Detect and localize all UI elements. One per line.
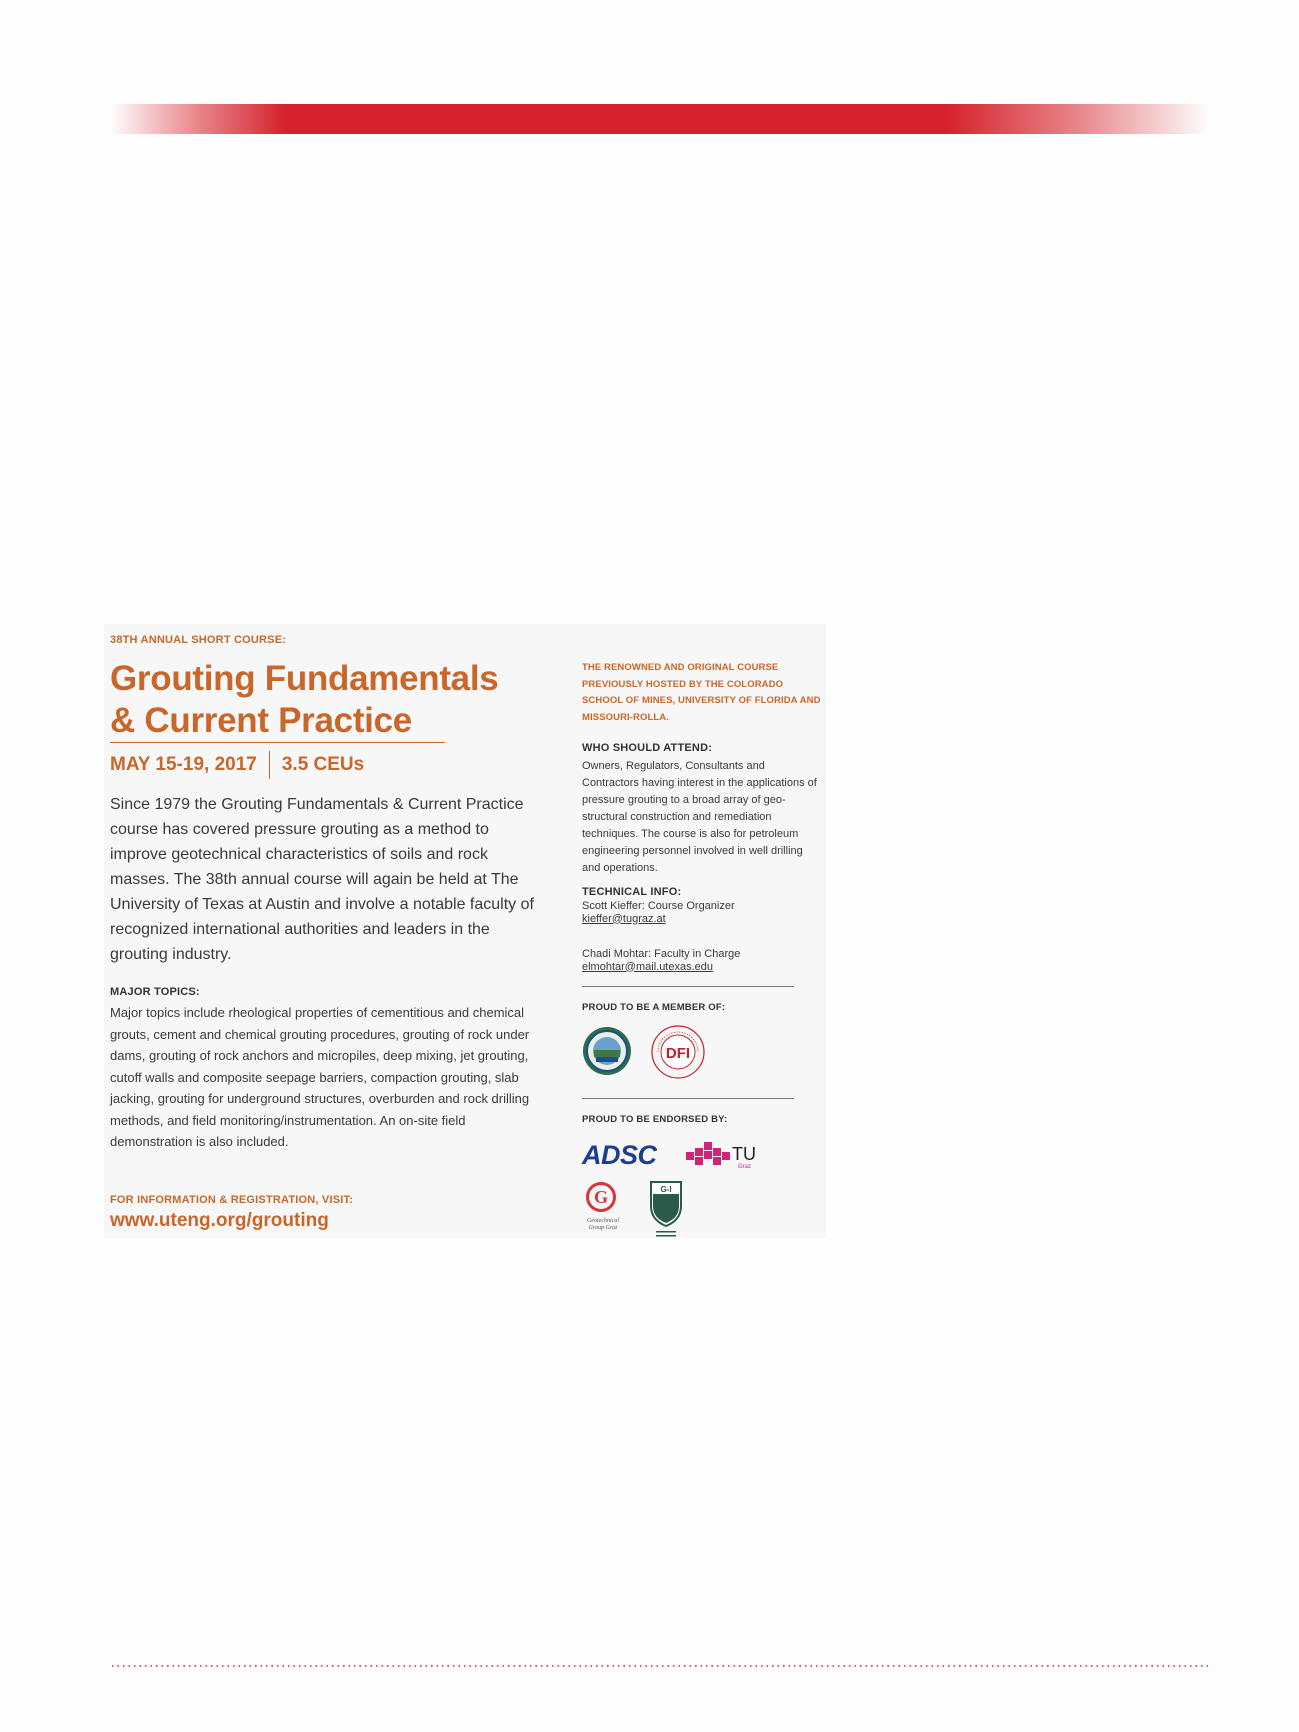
contact-email-link[interactable]: kieffer@tugraz.at — [582, 912, 666, 925]
intro-paragraph: Since 1979 the Grouting Fundamentals & Current Practice course has covered pressure grouting as a method to improve geotechnical characteristics of soils and rock masses. The 38th annual course will again be held at The University of Texas at Austin and involve a notable faculty of recognized international authorities and leaders in the grouting industry. — [110, 796, 534, 963]
course-dates: MAY 15-19, 2017 — [110, 754, 257, 775]
course-title-line-1: Grouting Fundamentals — [110, 659, 499, 698]
tu-graz-logo — [686, 1138, 766, 1172]
technical-info-heading: TECHNICAL INFO: — [582, 886, 682, 898]
geo-institute-logo — [648, 1180, 684, 1238]
major-topics-heading: MAJOR TOPICS: — [110, 986, 200, 998]
course-title-line-2: & Current Practice — [110, 701, 412, 740]
eyebrow-label: 38TH ANNUAL SHORT COURSE: — [110, 634, 287, 646]
title-divider — [110, 742, 445, 743]
endorsed-heading: PROUD TO BE ENDORSED BY: — [582, 1114, 728, 1125]
geotechnical-group-graz-logo — [582, 1182, 626, 1238]
dfi-logo — [650, 1024, 706, 1080]
course-advertisement — [104, 624, 826, 1238]
gi-text: G-I — [660, 1185, 672, 1194]
adsc-logo: ADSC — [582, 1140, 657, 1170]
major-topics-text: Major topics include rheological properties of cementitious and chemical grouts, cement and chemical grouting procedures, grouting of rock under dams, grouting of rock anchors and micropiles, deep mixing, jet grouting, cutoff walls and composite seepage barriers, compaction grouting, slab jacking, grouting for underground structures, overburden and rock drilling methods, and field monitoring/instrumentation. An on-site field demonstration is also included. — [110, 1005, 530, 1149]
tu-graz-mark-icon — [686, 1142, 730, 1168]
contact-name: Scott Kieffer: Course Organizer — [582, 900, 735, 912]
ggg-caption: Geotechnical Group Graz — [587, 1218, 619, 1231]
tu-text: TU — [732, 1144, 756, 1164]
registration-heading: FOR INFORMATION & REGISTRATION, VISIT: — [110, 1194, 354, 1206]
course-title — [110, 658, 540, 742]
registration-link[interactable]: www.uteng.org/grouting — [110, 1210, 329, 1231]
contact-organizer — [582, 900, 735, 925]
course-ceus: 3.5 CEUs — [281, 754, 365, 775]
member-seal-logo — [582, 1026, 632, 1076]
course-dates-row — [110, 750, 364, 780]
contact-email-link[interactable]: elmohtar@mail.utexas.edu — [582, 960, 714, 973]
bottom-dotted-rule — [112, 1664, 1210, 1668]
ggg-letter: G — [586, 1182, 616, 1212]
contact-name: Chadi Mohtar: Faculty in Charge — [582, 948, 741, 960]
who-should-attend-text: Owners, Regulators, Consultants and Contractors having interest in the applications of pressure grouting to a broad array of geo-structural construction and remediation techniques. The course is also for petroleum engineering personnel involved in well drilling and operations. — [582, 760, 817, 874]
dfi-text: DFI — [665, 1045, 691, 1062]
top-red-banner — [110, 104, 1210, 134]
divider — [582, 986, 794, 987]
tu-sub-text: Graz — [738, 1164, 752, 1170]
divider — [582, 1098, 794, 1099]
member-heading: PROUD TO BE A MEMBER OF: — [582, 1002, 726, 1013]
renowned-note: THE RENOWNED AND ORIGINAL COURSE PREVIOUSLY HOSTED BY THE COLORADO SCHOOL OF MINES, UNIVERSITY OF FLORIDA AND MISSOURI-ROLLA. — [582, 662, 821, 723]
who-should-attend-heading: WHO SHOULD ATTEND: — [582, 742, 713, 754]
dates-separator — [269, 751, 270, 779]
contact-faculty — [582, 948, 740, 973]
